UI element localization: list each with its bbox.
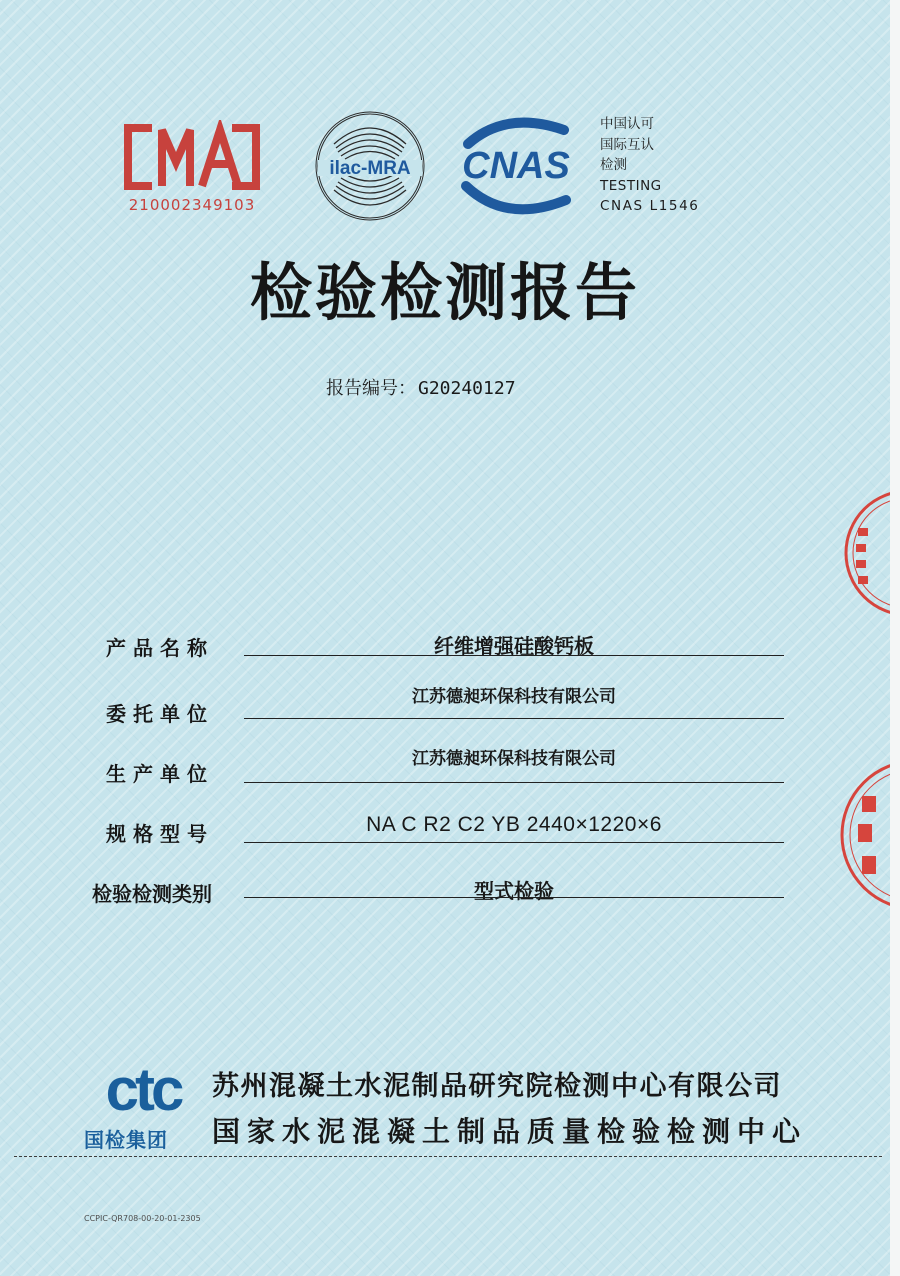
cnas-accreditation-text [600,114,700,217]
cnas-line: 检测 [600,157,627,173]
scan-edge [890,0,900,1276]
field-value-spec: NA C R2 C2 YB 2440×1220×6 [366,813,662,836]
field-label-manufacturer: 生产单位 [106,762,214,786]
footer-divider [14,1156,882,1157]
report-number-label: 报告编号： [326,378,416,399]
group-name: 国检集团 [84,1128,168,1152]
field-value-test-type: 型式检验 [474,879,554,903]
report-title: 检验检测报告 [249,256,640,329]
org-name-line1: 苏州混凝土水泥制品研究院检测中心有限公司 [212,1071,782,1102]
form-code: CCPIC-QR708-00-20-01-2305 [84,1214,201,1223]
report-number [326,374,516,400]
field-value-client: 江苏德昶环保科技有限公司 [412,687,616,707]
cma-logo [122,120,262,220]
cnas-text: CNAS [462,145,570,187]
ctc-logo-text: ctc [105,1062,181,1122]
seal-stamp-upper [838,488,890,618]
field-underline [244,655,784,656]
field-underline [244,718,784,719]
ilac-mra-logo [312,108,428,224]
cnas-line: TESTING [600,177,662,194]
ilac-text: ilac-MRA [329,158,411,179]
field-label-spec: 规格型号 [106,822,214,846]
field-underline [244,897,784,898]
field-underline [244,782,784,783]
field-label-test-type: 检验检测类别 [92,882,212,906]
field-underline [244,842,784,843]
cma-number: 210002349103 [128,196,256,214]
cnas-line: 中国认可 [600,116,654,132]
cnas-logo [446,114,584,218]
field-label-product: 产品名称 [106,636,214,660]
report-number-value: G20240127 [418,378,516,399]
seal-stamp-lower [836,760,890,910]
field-label-client: 委托单位 [106,702,214,726]
field-value-product: 纤维增强硅酸钙板 [434,634,594,658]
field-value-manufacturer: 江苏德昶环保科技有限公司 [412,749,616,769]
cnas-line: CNAS L1546 [600,198,700,214]
org-name-line2: 国家水泥混凝土制品质量检验检测中心 [212,1115,808,1148]
cnas-line: 国际互认 [600,136,654,153]
